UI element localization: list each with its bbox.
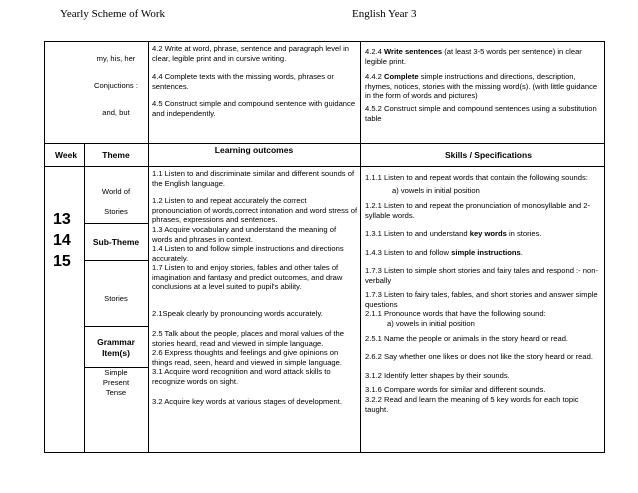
table-border-bottom (44, 452, 605, 453)
skill-2-6-2: 2.6.2 Say whether one likes or does not like the story heard or read. (365, 352, 593, 361)
skill-keyword: Complete (384, 72, 419, 81)
theme-rule-2 (84, 260, 148, 261)
top-skill-4-5-2 (365, 104, 603, 123)
header-skills: Skills / Specifications (445, 150, 532, 160)
lo-1-2: 1.2 Listen to and repeat accurately the correct pronounciation of words,correct intonation and word stress of phrases, expressions and sentences. (152, 196, 358, 225)
lo-1-7: 1.7 Listen to and enjoy stories, fables and other tales of imagination and fantasy and predict outcomes, and draw conclusions at a level suited to pupil's ability. (152, 263, 343, 292)
document-subject: English Year 3 (352, 8, 417, 20)
lo-3-1: 3.1 Acquire word recognition and word attack skills to recognize words on sight. (152, 367, 331, 386)
week-14: 14 (53, 232, 71, 249)
header-learning-outcomes: Learning outcomes (214, 145, 294, 155)
skill-3-1-6: 3.1.6 Compare words for similar and different sounds. (365, 385, 546, 394)
top-skill-4-4-2 (365, 72, 603, 101)
grammar-tense: Tense (105, 388, 127, 397)
top-lo-4-5: 4.5 Construct simple and compound sentence with guidance and independently. (152, 99, 356, 118)
skill-code: 4.4.2 (365, 72, 384, 81)
skill-1-7-3-a: 1.7.3 Listen to simple short stories and fairy tales and respond :- non-verbally (365, 266, 598, 285)
header-week: Week (55, 150, 78, 160)
theme-stories: Stories (104, 207, 128, 216)
theme-rule-3 (84, 326, 148, 327)
skill-text: in stories. (506, 229, 542, 238)
skill-text: (at least 3-5 words per sentence) in clear legible print. (365, 47, 582, 66)
skill-3-1-2: 3.1.2 Identify letter shapes by their sounds. (365, 371, 510, 380)
skill-keyword: key words (469, 229, 507, 238)
skill-1-3-1 (365, 229, 603, 239)
table-rule-header-bottom (44, 166, 605, 167)
week-13: 13 (53, 211, 71, 228)
table-border-right (604, 41, 605, 453)
top-lo-4-2: 4.2 Write at word, phrase, sentence and paragraph level in clear, legible print and in cursive writing. (152, 44, 349, 63)
column-divider-theme (148, 41, 149, 453)
skill-1-7-3-b: 1.7.3 Listen to fairy tales, fables, and short stories and answer simple questions (365, 290, 598, 309)
top-theme-conjunctions: Conjuctions : (94, 81, 138, 90)
grammar-items-label: Item(s) (102, 348, 130, 358)
column-divider-lo (360, 41, 361, 453)
skill-2-1-1-a: a) vowels in initial position (387, 319, 475, 328)
skill-keyword: simple instructions (451, 248, 521, 257)
skill-code: 4.2.4 (365, 47, 384, 56)
lo-1-1: 1.1 Listen to and discriminate similar and different sounds of the English language. (152, 169, 355, 188)
sub-theme-label: Sub-Theme (92, 237, 140, 247)
skill-2-1-1: 2.1.1 Pronounce words that have the following sound: (365, 309, 546, 318)
grammar-simple: Simple (104, 368, 128, 377)
header-theme: Theme (102, 150, 130, 160)
lo-2-5: 2.5 Talk about the people, places and moral values of the stories heard, read and viewed in simple language. (152, 329, 344, 348)
skill-keyword: Write sentences (384, 47, 443, 56)
theme-world-of: World of (101, 187, 131, 196)
skill-1-1-1-a: a) vowels in initial position (392, 186, 480, 195)
sub-theme-stories: Stories (104, 294, 128, 303)
table-border-top (44, 41, 605, 42)
lo-2-6: 2.6 Express thoughts and feelings and give opinions on things read, seen, heard and viewed in simple language. (152, 348, 342, 367)
grammar-label: Grammar (97, 337, 135, 347)
skill-3-2-2: 3.2.2 Read and learn the meaning of 5 key words for each topic taught. (365, 395, 579, 414)
lo-3-2: 3.2 Acquire key words at various stages of development. (152, 397, 342, 406)
grammar-present: Present (102, 378, 130, 387)
lo-2-1: 2.1Speak clearly by pronouncing words accurately. (152, 309, 323, 318)
skill-text: 1.4.3 Listen to and follow (365, 248, 452, 257)
top-theme-pronouns: my, his, her (96, 54, 136, 63)
top-theme-and-but: and, but (102, 108, 130, 117)
lo-1-4: 1.4 Listen to and follow simple instructions and directions accurately. (152, 244, 344, 263)
week-15: 15 (53, 253, 71, 270)
theme-rule-1 (84, 223, 148, 224)
skill-1-4-3 (365, 248, 603, 258)
skill-1-1-1: 1.1.1 Listen to and repeat words that contain the following sounds: (365, 173, 588, 182)
table-rule-header-top (44, 143, 605, 144)
lo-1-3: 1.3 Acquire vocabulary and understand the meaning of words and phrases in context. (152, 225, 337, 244)
skill-text: . (520, 248, 523, 257)
top-skill-4-2-4 (365, 47, 603, 66)
skill-text: simple instructions and directions, description, rhymes, notices, stories with the missing word(s). (with little guidance in the form of words and pictures) (365, 72, 598, 101)
table-border-left (44, 41, 45, 453)
skill-text: 4.5.2 Construct simple and compound sentences using a substitution table (365, 104, 597, 123)
skill-1-2-1: 1.2.1 Listen to and repeat the pronunciation of monosyllable and 2-syllable words. (365, 201, 591, 220)
top-lo-4-4: 4.4 Complete texts with the missing words, phrases or sentences. (152, 72, 334, 91)
skill-text: 1.3.1 Listen to and understand (365, 229, 470, 238)
document-title: Yearly Scheme of Work (60, 8, 166, 20)
skill-2-5-1: 2.5.1 Name the people or animals in the story heard or read. (365, 334, 569, 343)
